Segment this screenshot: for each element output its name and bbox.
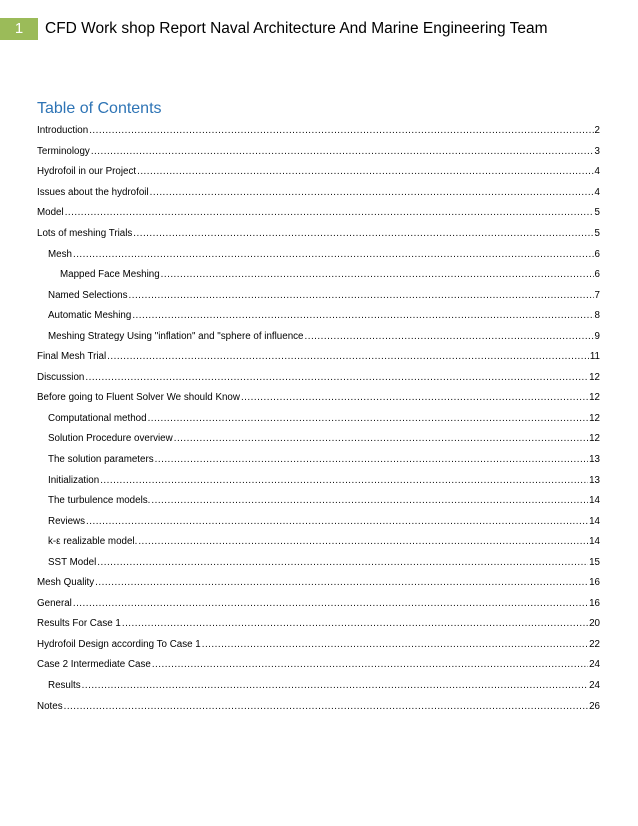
table-of-contents — [37, 121, 600, 717]
toc-dot-leader — [86, 516, 588, 528]
toc-entry-title[interactable]: Lots of meshing Trials — [37, 228, 133, 239]
toc-dot-leader — [122, 618, 588, 630]
document-title: CFD Work shop Report Naval Architecture And Marine Engineering Team — [45, 20, 548, 37]
toc-dot-leader — [73, 598, 588, 610]
toc-dot-leader — [151, 495, 588, 507]
toc-dot-leader — [97, 557, 588, 569]
toc-dot-leader — [95, 577, 588, 589]
toc-entry[interactable] — [37, 244, 600, 265]
toc-entry-title[interactable]: Terminology — [37, 145, 90, 157]
toc-entry[interactable] — [37, 265, 600, 286]
toc-entry-page-number[interactable]: 3 — [594, 145, 600, 157]
toc-dot-leader — [132, 310, 593, 322]
toc-entry-page-number[interactable]: 4 — [594, 186, 600, 198]
toc-entry[interactable] — [37, 326, 600, 347]
toc-entry-page-number[interactable]: 14 — [589, 495, 600, 507]
toc-entry[interactable] — [37, 470, 600, 491]
toc-entry[interactable] — [37, 655, 600, 676]
toc-entry-title[interactable]: Reviews — [48, 515, 86, 527]
toc-entry-title[interactable]: Results For Case 1 — [37, 618, 121, 630]
toc-entry[interactable] — [37, 388, 600, 409]
toc-entry-title[interactable]: Discussion — [37, 371, 85, 383]
toc-entry-page-number[interactable]: 2 — [594, 125, 600, 137]
toc-entry-page-number[interactable]: 15 — [589, 556, 600, 568]
toc-entry-page-number[interactable]: 9 — [594, 330, 600, 342]
toc-dot-leader — [91, 146, 594, 158]
toc-entry-page-number[interactable]: 12 — [589, 392, 600, 404]
toc-entry-page-number[interactable]: 14 — [589, 536, 600, 548]
toc-entry-page-number[interactable]: 14 — [589, 515, 600, 527]
toc-entry-title[interactable]: Mapped Face Meshing — [60, 269, 160, 281]
toc-entry[interactable] — [37, 635, 600, 656]
toc-entry-title[interactable]: Results — [48, 680, 81, 692]
toc-entry-title[interactable]: Hydrofoil in our Project — [37, 166, 137, 178]
toc-dot-leader — [305, 331, 594, 343]
toc-entry[interactable] — [37, 142, 600, 163]
toc-entry-page-number[interactable]: 8 — [594, 310, 600, 322]
toc-entry-page-number[interactable]: 13 — [589, 474, 600, 486]
toc-entry-title[interactable]: k-ε realizable model. — [48, 536, 138, 548]
toc-entry[interactable] — [37, 450, 600, 471]
toc-entry[interactable] — [37, 511, 600, 532]
toc-entry[interactable] — [37, 696, 600, 717]
toc-dot-leader — [73, 249, 594, 261]
toc-dot-leader — [100, 475, 588, 487]
toc-entry[interactable] — [37, 429, 600, 450]
toc-entry-page-number[interactable]: 6 — [594, 269, 600, 281]
toc-entry-title[interactable]: The turbulence models. — [48, 495, 151, 507]
toc-entry[interactable] — [37, 368, 600, 389]
toc-entry-title[interactable]: Meshing Strategy Using "inflation" and "sphere of influence — [48, 330, 304, 342]
toc-entry-page-number[interactable]: 20 — [589, 618, 600, 630]
toc-entry-page-number[interactable]: 11 — [589, 351, 600, 363]
toc-entry[interactable] — [37, 614, 600, 635]
toc-entry-title[interactable]: Before going to Fluent Solver We should Know — [37, 392, 240, 404]
toc-entry-title[interactable]: Model — [37, 207, 64, 219]
toc-entry-page-number[interactable]: 12 — [589, 371, 600, 383]
toc-entry[interactable] — [37, 347, 600, 368]
toc-entry-title[interactable]: The solution parameters — [48, 454, 154, 466]
toc-entry-page-number[interactable]: 12 — [589, 412, 600, 424]
toc-entry[interactable] — [37, 285, 600, 306]
toc-entry-title[interactable]: Automatic Meshing — [48, 310, 132, 322]
toc-entry-title[interactable]: Notes — [37, 700, 63, 712]
toc-entry[interactable] — [37, 162, 600, 183]
toc-dot-leader — [129, 290, 594, 302]
page-number-badge: 1 — [0, 18, 38, 40]
toc-entry-title[interactable]: Final Mesh Trial — [37, 351, 107, 363]
toc-dot-leader — [89, 125, 593, 137]
toc-entry[interactable] — [37, 409, 600, 430]
toc-entry[interactable] — [37, 491, 600, 512]
toc-entry-page-number[interactable]: 6 — [594, 248, 600, 260]
toc-entry[interactable] — [37, 676, 600, 697]
toc-entry-title[interactable]: Introduction — [37, 125, 89, 137]
toc-dot-leader — [241, 392, 588, 404]
toc-entry-page-number[interactable]: 7 — [594, 289, 600, 301]
toc-dot-leader — [148, 413, 589, 425]
toc-dot-leader — [133, 228, 593, 240]
toc-dot-leader — [150, 187, 594, 199]
toc-dot-leader — [85, 372, 588, 384]
toc-entry[interactable] — [37, 594, 600, 615]
toc-heading: Table of Contents — [37, 100, 162, 117]
toc-entry-page-number[interactable]: 12 — [589, 433, 600, 445]
toc-entry-page-number[interactable]: 16 — [589, 577, 600, 589]
toc-dot-leader — [202, 639, 588, 651]
toc-dot-leader — [152, 659, 588, 671]
toc-entry-title[interactable]: Hydrofoil Design according To Case 1 — [37, 638, 201, 650]
toc-entry[interactable] — [37, 203, 600, 224]
toc-entry[interactable] — [37, 532, 600, 553]
toc-dot-leader — [64, 701, 589, 713]
toc-entry-title[interactable]: Named Selections — [48, 289, 128, 301]
toc-dot-leader — [82, 680, 588, 692]
toc-entry-title[interactable]: Mesh — [48, 248, 72, 260]
toc-entry[interactable] — [37, 121, 600, 142]
toc-entry-page-number[interactable]: 26 — [589, 700, 600, 712]
toc-dot-leader — [138, 536, 588, 548]
toc-entry[interactable] — [37, 573, 600, 594]
toc-entry-title[interactable]: General — [37, 597, 72, 609]
toc-entry-title[interactable]: Issues about the hydrofoil — [37, 186, 149, 198]
page-header — [0, 18, 638, 40]
toc-entry[interactable] — [37, 224, 600, 245]
toc-dot-leader — [107, 351, 589, 363]
toc-entry-page-number[interactable]: 24 — [589, 680, 600, 692]
toc-entry[interactable] — [37, 552, 600, 573]
toc-entry-page-number[interactable]: 16 — [589, 597, 600, 609]
toc-entry-title[interactable]: Case 2 Intermediate Case — [37, 659, 151, 671]
toc-entry[interactable] — [37, 306, 600, 327]
toc-dot-leader — [174, 433, 588, 445]
toc-entry-title[interactable]: Initialization — [48, 474, 100, 486]
toc-entry-title[interactable]: Mesh Quality — [37, 577, 95, 589]
toc-entry[interactable] — [37, 183, 600, 204]
toc-entry-page-number[interactable]: 22 — [589, 638, 600, 650]
toc-entry-page-number[interactable]: 13 — [589, 454, 600, 466]
toc-entry-page-number[interactable]: 5 — [594, 207, 600, 219]
toc-dot-leader — [161, 269, 594, 281]
toc-entry-title[interactable]: Solution Procedure overview — [48, 433, 173, 445]
toc-entry-page-number[interactable]: 4 — [594, 166, 600, 178]
toc-entry-title[interactable]: Computational method — [48, 412, 147, 424]
toc-dot-leader — [137, 166, 593, 178]
toc-dot-leader — [65, 207, 594, 219]
toc-dot-leader — [155, 454, 588, 466]
toc-entry-page-number[interactable]: 5 — [594, 228, 600, 239]
toc-entry-page-number[interactable]: 24 — [589, 659, 600, 671]
toc-entry-title[interactable]: SST Model — [48, 556, 97, 568]
